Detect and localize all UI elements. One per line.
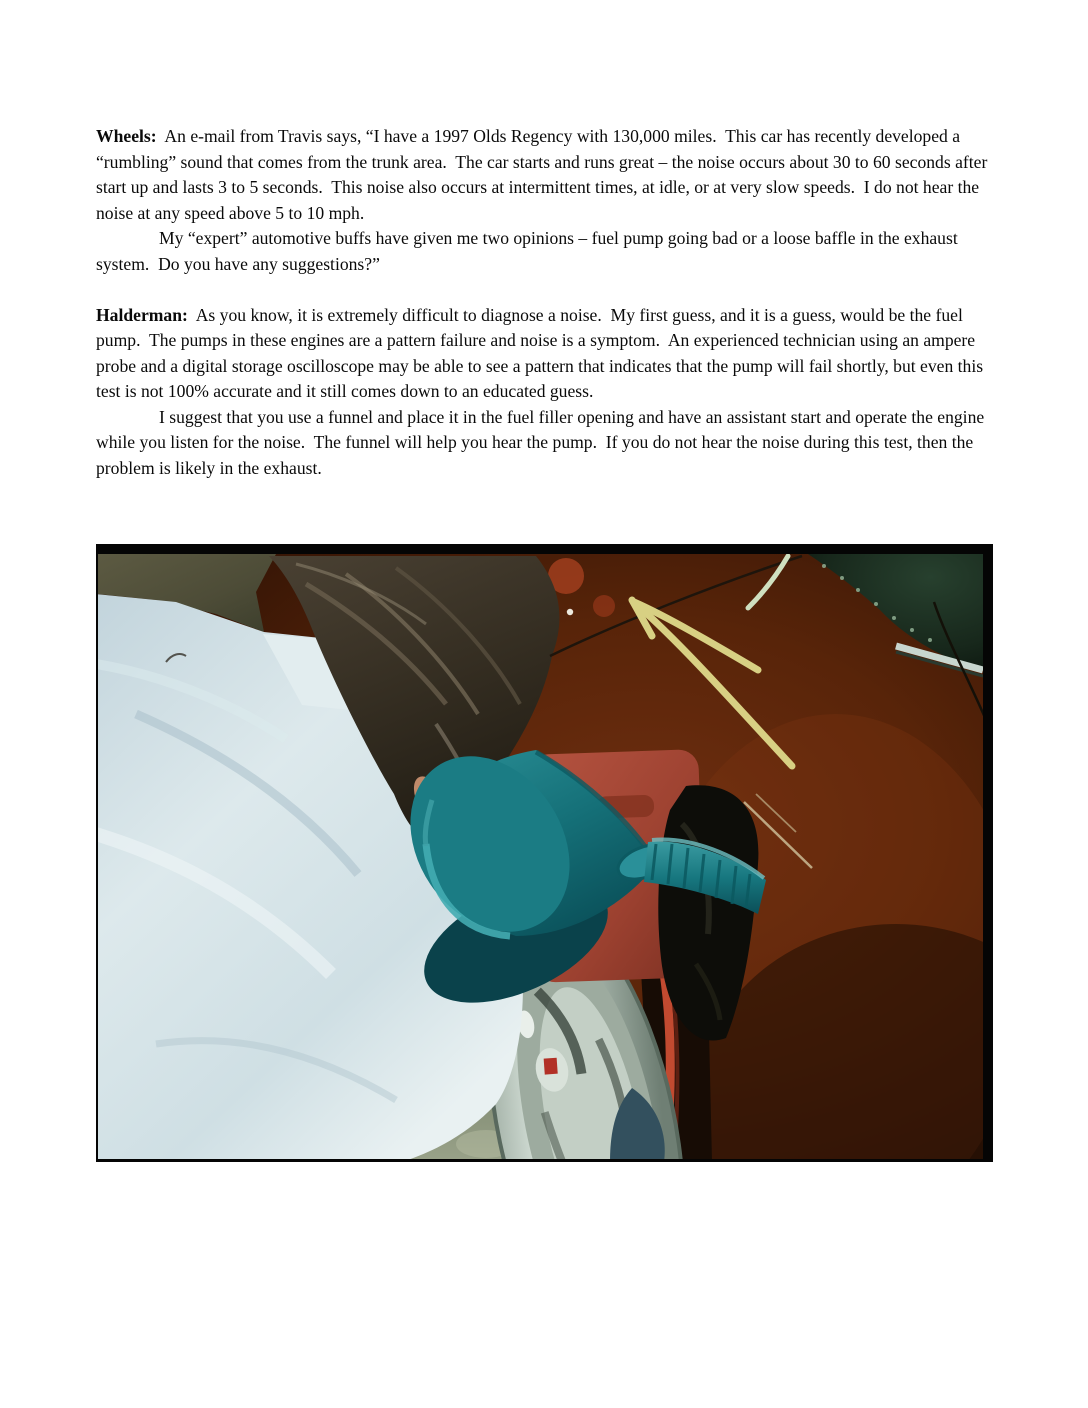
speaker-label-halderman: Halderman: <box>96 304 188 325</box>
photo-illustration <box>96 544 993 1162</box>
wire-highlight <box>567 609 573 615</box>
paragraph-wheels-continued-text: My “expert” automotive buffs have given me two opinions – fuel pump going bad or a loose baffle in the exhaust system. Do you have any suggestions?” <box>96 228 963 274</box>
paragraph-halderman-continued-text: I suggest that you use a funnel and place it in the fuel filler opening and have an assistant start and operate the engine while you listen for the noise. The funnel will help you hear the pump. If you do not hear the noise during this test, then the problem is likely in the exhaust. <box>96 406 989 478</box>
paragraph-halderman-text: As you know, it is extremely difficult to diagnose a noise. My first guess, and it is a guess, would be the fuel pump. The pumps in these engines are a pattern failure and noise is a symptom. An experienced technician using an ampere probe and a digital storage oscilloscope may be able to see a pattern that indicates that the pump will fail shortly, but even this test is not 100% accurate and it still comes down to an educated guess. <box>96 304 988 401</box>
wheel-emblem <box>544 1058 558 1075</box>
paragraph-wheels-text: An e-mail from Travis says, “I have a 1997 Olds Regency with 130,000 miles. This car has recently developed a “rumbling” sound that comes from the trunk area. The car starts and runs great – the noise occurs about 30 to 60 seconds after start up and lasts 3 to 5 seconds. This noise also occurs at intermittent times, at idle, or at very slow speeds. I do not hear the noise at any speed above 5 to 10 mph. <box>96 126 992 223</box>
article-text <box>96 124 992 481</box>
photo-funnel-in-fuel-filler <box>96 544 993 1162</box>
photo-content <box>96 554 993 1162</box>
speaker-label-wheels: Wheels: <box>96 126 157 146</box>
paragraph-halderman-continued <box>96 405 992 482</box>
paragraph-halderman <box>96 303 992 405</box>
paragraph-wheels <box>96 124 992 226</box>
paragraph-wheels-continued <box>96 226 992 277</box>
